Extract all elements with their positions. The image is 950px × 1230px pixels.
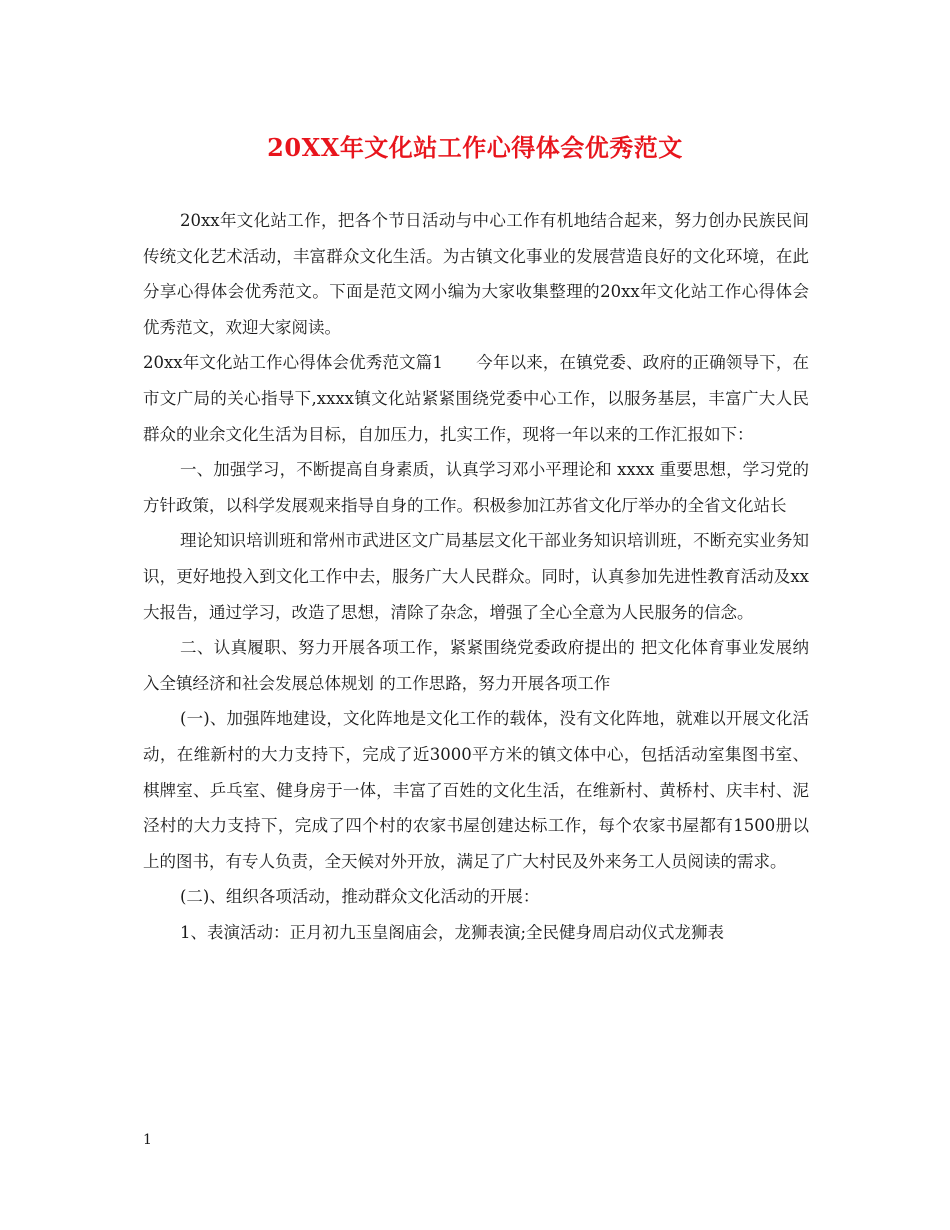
page-number: 1 [143,1132,152,1148]
paragraph-item-1: 1、表演活动：正月初九玉皇阁庙会，龙狮表演;全民健身周启动仪式龙狮表 [180,922,725,942]
paragraph-subsection-1: (一)、加强阵地建设，文化阵地是文化工作的载体，没有文化阵地，就难以开展文化活动，在维新村的大力支持下，完成了近3000平方米的镇文体中心，包括活动室集图书室、棋牌室、乒乓室、健身房于一体，丰富了百姓的文化生活，在维新村、黄桥村、庆丰村、泥泾村的大力支持下，完成了四个村的农家书屋创建达标工作，每个农家书屋都有1500册以上的图书，有专人负责，全天候对外开放，满足了广大村民及外来务工人员阅读的需求。 [143,709,809,871]
paragraph-section-2: 二、认真履职、努力开展各项工作，紧紧围绕党委政府提出的 把文化体育事业发展纳入全镇经济和社会发展总体规划 的工作思路，努力开展各项工作 [143,638,809,693]
paragraph-section-1: 一、加强学习，不断提高自身素质，认真学习邓小平理论和 xxxx 重要思想，学习党的方针政策，以科学发展观来指导自身的工作。积极参加江苏省文化厅举办的全省文化站长 [143,460,809,515]
document-body [143,203,809,950]
paragraph-section-1-continued: 理论知识培训班和常州市武进区文广局基层文化干部业务知识培训班，不断充实业务知识，更好地投入到文化工作中去，服务广大人民群众。同时，认真参加先进性教育活动及xx大报告，通过学习，改造了思想，清除了杂念，增强了全心全意为人民服务的信念。 [143,531,809,622]
paragraph-subsection-2: (二)、组织各项活动，推动群众文化活动的开展： [180,887,540,907]
paragraph-article-1-opening: 20xx年文化站工作心得体会优秀范文篇1 今年以来，在镇党委、政府的正确领导下，在市文广局的关心指导下,xxxx镇文化站紧紧围绕党委中心工作，以服务基层，丰富广大人民群众的业余文化生活为目标，自加压力，扎实工作，现将一年以来的工作汇报如下： [143,353,809,444]
paragraph-intro: 20xx年文化站工作，把各个节日活动与中心工作有机地结合起来，努力创办民族民间传统文化艺术活动，丰富群众文化生活。为古镇文化事业的发展营造良好的文化环境，在此分享心得体会优秀范文。下面是范文网小编为大家收集整理的20xx年文化站工作心得体会优秀范文，欢迎大家阅读。 [143,211,809,337]
document-title: 20XX年文化站工作心得体会优秀范文 [267,133,683,162]
